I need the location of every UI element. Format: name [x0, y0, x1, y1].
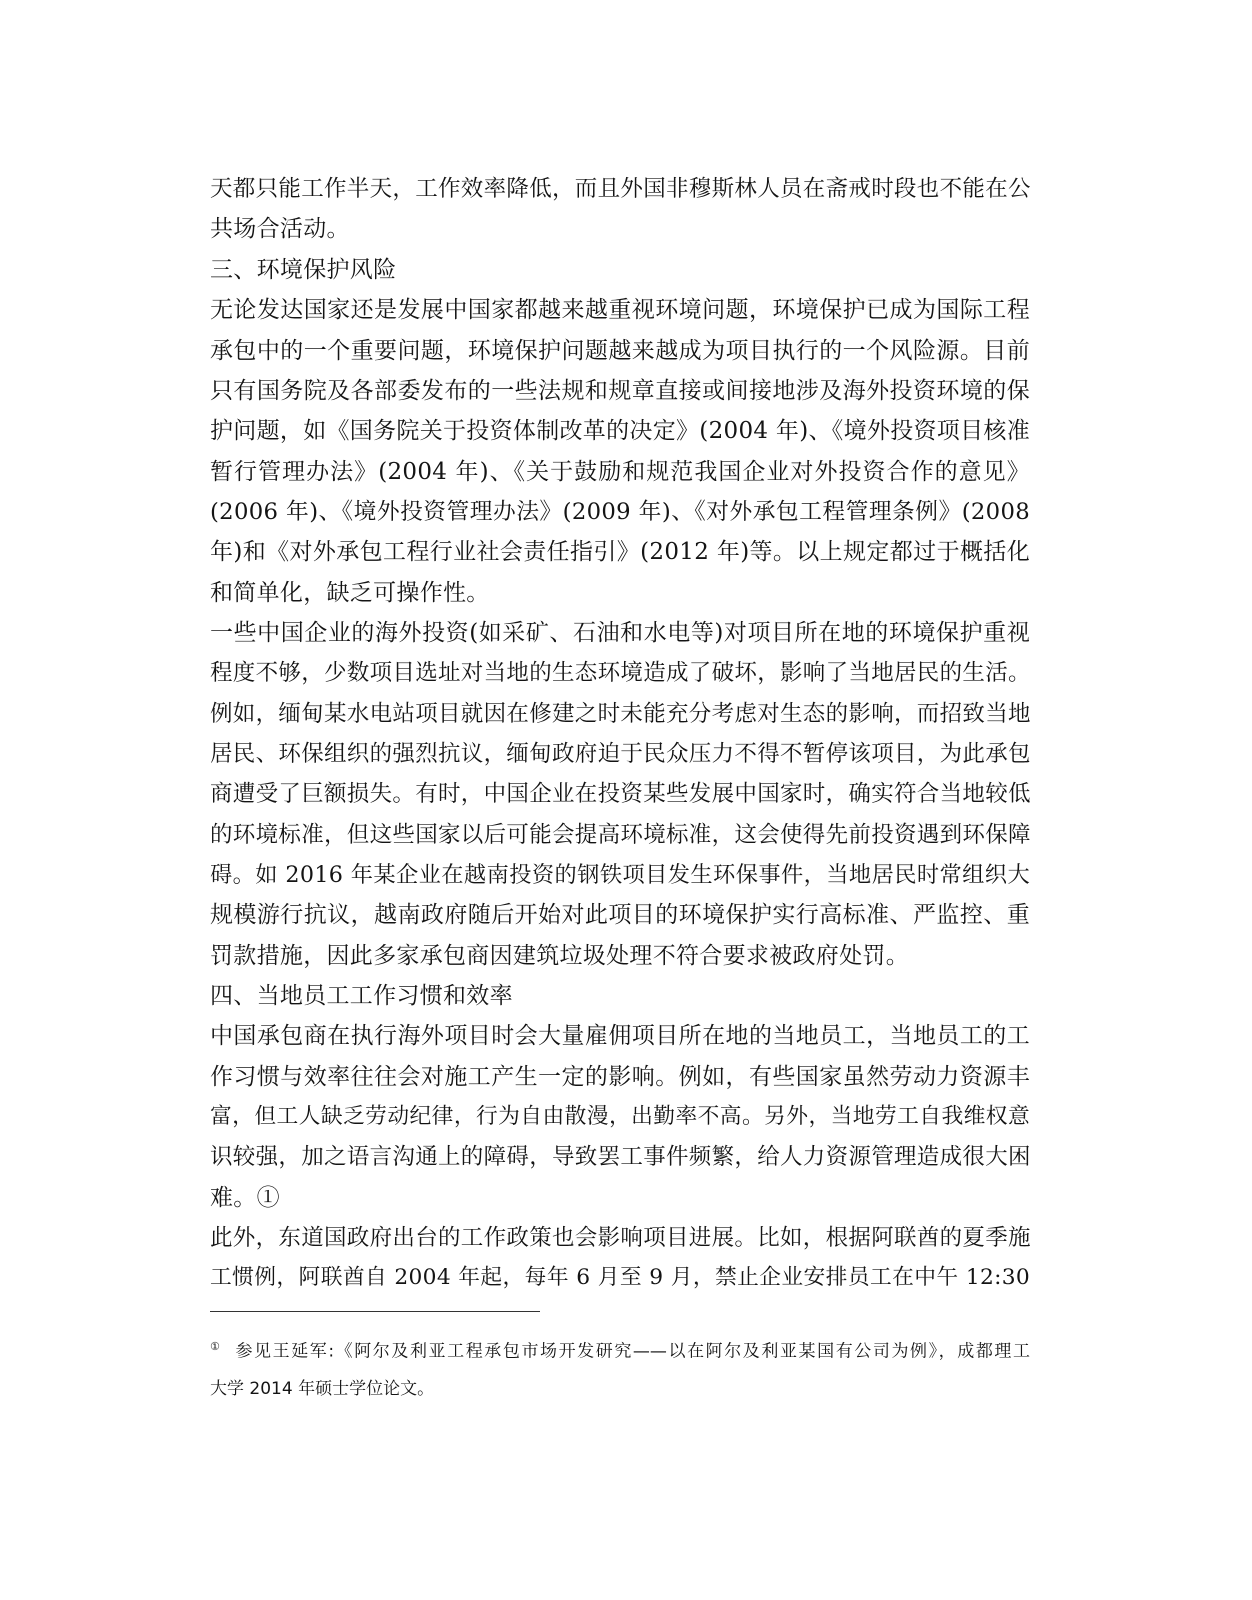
footnote-line: [210, 1334, 1030, 1365]
text-line: 共场合活动。: [210, 216, 350, 242]
text-line: 罚款措施，因此多家承包商因建筑垃圾处理不符合要求被政府处罚。: [210, 943, 909, 969]
text-line: 只有国务院及各部委发布的一些法规和规章直接或间接地涉及海外投资环境的保: [210, 378, 1030, 404]
section-heading: 四、当地员工工作习惯和效率: [210, 983, 513, 1009]
text-line: 此外，东道国政府出台的工作政策也会影响项目进展。比如，根据阿联酋的夏季施: [210, 1225, 1031, 1251]
footnote-separator: [210, 1311, 540, 1312]
text-line: 识较强，加之语言沟通上的障碍，导致罢工事件频繁，给人力资源管理造成很大困: [210, 1144, 1031, 1170]
text-line: 居民、环保组织的强烈抗议，缅甸政府迫于民众压力不得不暂停该项目，为此承包: [210, 741, 1031, 767]
text-line: (2006 年)、《境外投资管理办法》(2009 年)、《对外承包工程管理条例》(2008: [210, 499, 1030, 525]
text-line: 例如，缅甸某水电站项目就因在修建之时未能充分考虑对生态的影响，而招致当地: [210, 701, 1031, 727]
footnote-text: 参见王延军:《阿尔及利亚工程承包市场开发研究——以在阿尔及利亚某国有公司为例》，成都理工: [235, 1341, 1030, 1362]
text-line: 规模游行抗议，越南政府随后开始对此项目的环境保护实行高标准、严监控、重: [210, 902, 1030, 928]
text-line: 和简单化，缺乏可操作性。: [210, 580, 490, 606]
text-line: 作习惯与效率往往会对施工产生一定的影响。例如，有些国家虽然劳动力资源丰: [210, 1064, 1030, 1090]
text-line: 程度不够，少数项目选址对当地的生态环境造成了破坏，影响了当地居民的生活。: [210, 660, 1031, 686]
text-line: 中国承包商在执行海外项目时会大量雇佣项目所在地的当地员工，当地员工的工: [210, 1023, 1030, 1049]
text-line: 一些中国企业的海外投资(如采矿、石油和水电等)对项目所在地的环境保护重视: [210, 620, 1030, 646]
text-line: 暂行管理办法》(2004 年)、《关于鼓励和规范我国企业对外投资合作的意见》: [210, 459, 1030, 485]
text-line: 无论发达国家还是发展中国家都越来越重视环境问题，环境保护已成为国际工程: [210, 297, 1030, 323]
text-line: 工惯例，阿联酋自 2004 年起，每年 6 月至 9 月，禁止企业安排员工在中午 12:30: [210, 1265, 1030, 1290]
text-line: 的环境标准，但这些国家以后可能会提高环境标准，这会使得先前投资遇到环保障: [210, 822, 1031, 848]
text-line: 护问题，如《国务院关于投资体制改革的决定》(2004 年)、《境外投资项目核准: [210, 418, 1030, 444]
section-heading: 三、环境保护风险: [210, 257, 397, 283]
footnote-marker: ①: [210, 1340, 222, 1353]
text-line: 难。①: [210, 1185, 280, 1211]
text-line: 天都只能工作半天，工作效率降低，而且外国非穆斯林人员在斋戒时段也不能在公: [210, 176, 1031, 202]
text-line: 承包中的一个重要问题，环境保护问题越来越成为项目执行的一个风险源。目前: [210, 338, 1030, 364]
text-line: 年)和《对外承包工程行业社会责任指引》(2012 年)等。以上规定都过于概括化: [210, 539, 1030, 565]
text-line: 富，但工人缺乏劳动纪律，行为自由散漫，出勤率不高。另外，当地劳工自我维权意: [210, 1104, 1030, 1129]
footnote-line: 大学 2014 年硕士学位论文。: [210, 1379, 435, 1399]
text-line: 碍。如 2016 年某企业在越南投资的钢铁项目发生环保事件，当地居民时常组织大: [210, 862, 1030, 888]
text-line: 商遭受了巨额损失。有时，中国企业在投资某些发展中国家时，确实符合当地较低: [210, 781, 1031, 807]
